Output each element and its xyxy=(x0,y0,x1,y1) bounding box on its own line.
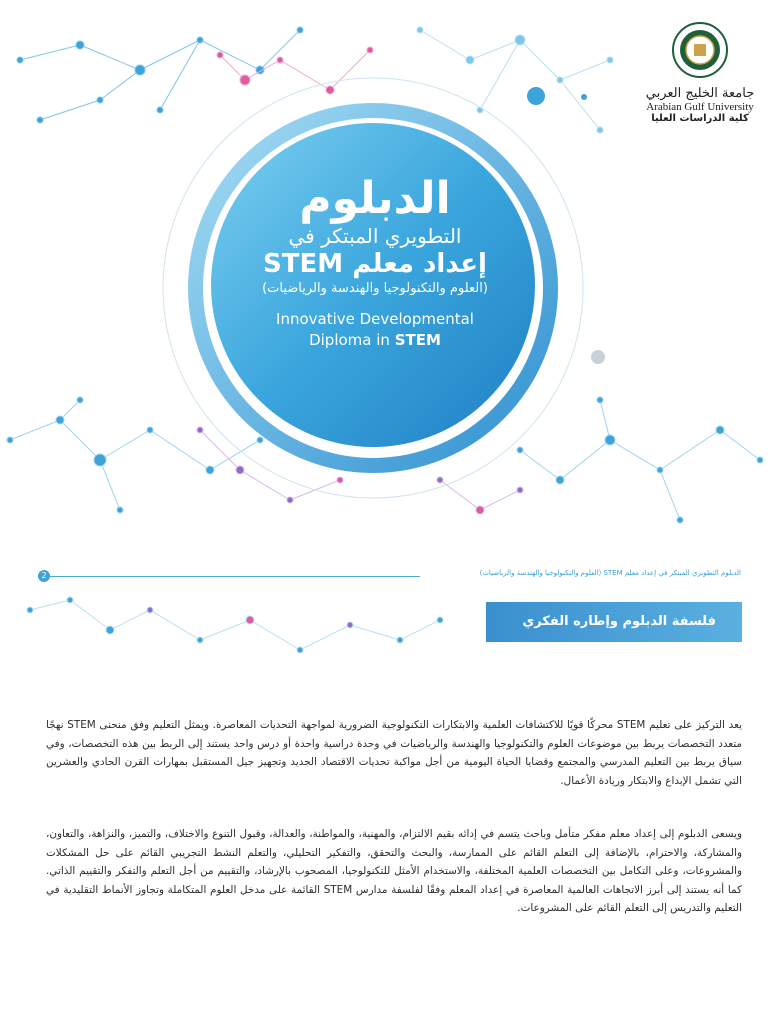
university-logo xyxy=(640,22,760,124)
cover-english-title xyxy=(230,309,520,350)
logo-name-english: Arabian Gulf University xyxy=(646,101,754,113)
network-mid-strip xyxy=(27,597,443,653)
page-number: 2 xyxy=(38,570,50,582)
network-top-left xyxy=(17,27,303,123)
cover-title-block xyxy=(230,175,520,350)
header-divider xyxy=(48,576,420,577)
cover-english-stem: STEM xyxy=(394,330,441,349)
cover-stem-expansion: (العلوم والتكنولوجيا والهندسة والرياضيات) xyxy=(262,280,488,296)
cover-subtitle: التطويري المبتكر في xyxy=(288,224,462,249)
body-paragraph-1: يعد التركيز على تعليم STEM محركًا قويًا للاكتشافات العلمية والابتكارات التكنولوجية الضرورية لمواجهة التحديات المعاصرة. ويمثل التعليم وفق منحنى STEM نهجًا متعدد التخصصات يربط بين موضوعات العلوم والتكنولوجيا والهندسة والرياضيات في وحدة دراسية واحدة أو درس واحد يستند إلى الربط بين هذه التخصصات، وفي سياق يربط بين التعليم المدرسي والمجتمع وقضايا الحياة اليومية من أجل مواكبة تحديات الاقتصاد الجديد وتجهيز جيل المستقبل بمهارات القرن الحادي والعشرين التي تشمل الإبداع والابتكار وريادة الأعمال. xyxy=(46,719,742,787)
section-title: فلسفة الدبلوم وإطاره الفكري xyxy=(486,602,742,642)
network-top-right xyxy=(417,27,613,133)
cover-stem-line: إعداد معلم STEM xyxy=(263,249,487,280)
network-top-pink xyxy=(217,47,373,94)
cover-title: الدبلوم xyxy=(299,173,451,224)
logo-name-arabic: جامعة الخليج العربي xyxy=(645,86,755,101)
running-header: الدبلوم التطويري المبتكر في إعداد معلم STEM (العلوم والتكنولوجيا والهندسة والرياضيات) xyxy=(479,569,741,577)
body-paragraph-2: ويسعى الدبلوم إلى إعداد معلم مفكر متأمل وباحث يتسم في إدائه بقيم الالتزام، والمهنية، والمواطنة، والعدالة، وقبول التنوع والاختلاف، والتميز، والنزاهة، والتعاون، والمشاركة، والاحترام، بالإضافة إلى التعلم القائم على الممارسة، والبحث والتحقق، والتفكير التحليلي، والتعلم النشط التجريبي القائم على حل المشكلات والمشروعات، وعلى التكامل بين التخصصات العلمية المختلفة، والاستخدام الأمثل للتكنولوجيا، المصحوب بالإرشاد، والتقييم من أجل التعلم والتفكر والتقييم الذاتي. كما أنه يستند إلى أبرز الاتجاهات العالمية المعاصرة في إعداد المعلم وفقًا لفلسفة مدارس STEM القائمة على مدخل العلوم المتكاملة وتجاوز الأنماط التقليدية في التعليم والتدريس إلى التعلم القائم على المشروعات. xyxy=(46,828,742,914)
cover-english-prefix: Diploma in xyxy=(309,330,395,349)
university-seal-icon xyxy=(672,22,728,78)
cover-english-line2 xyxy=(230,330,520,350)
logo-college-name: كلية الدراسات العليا xyxy=(651,113,749,124)
cover-english-line1: Innovative Developmental xyxy=(276,310,474,329)
